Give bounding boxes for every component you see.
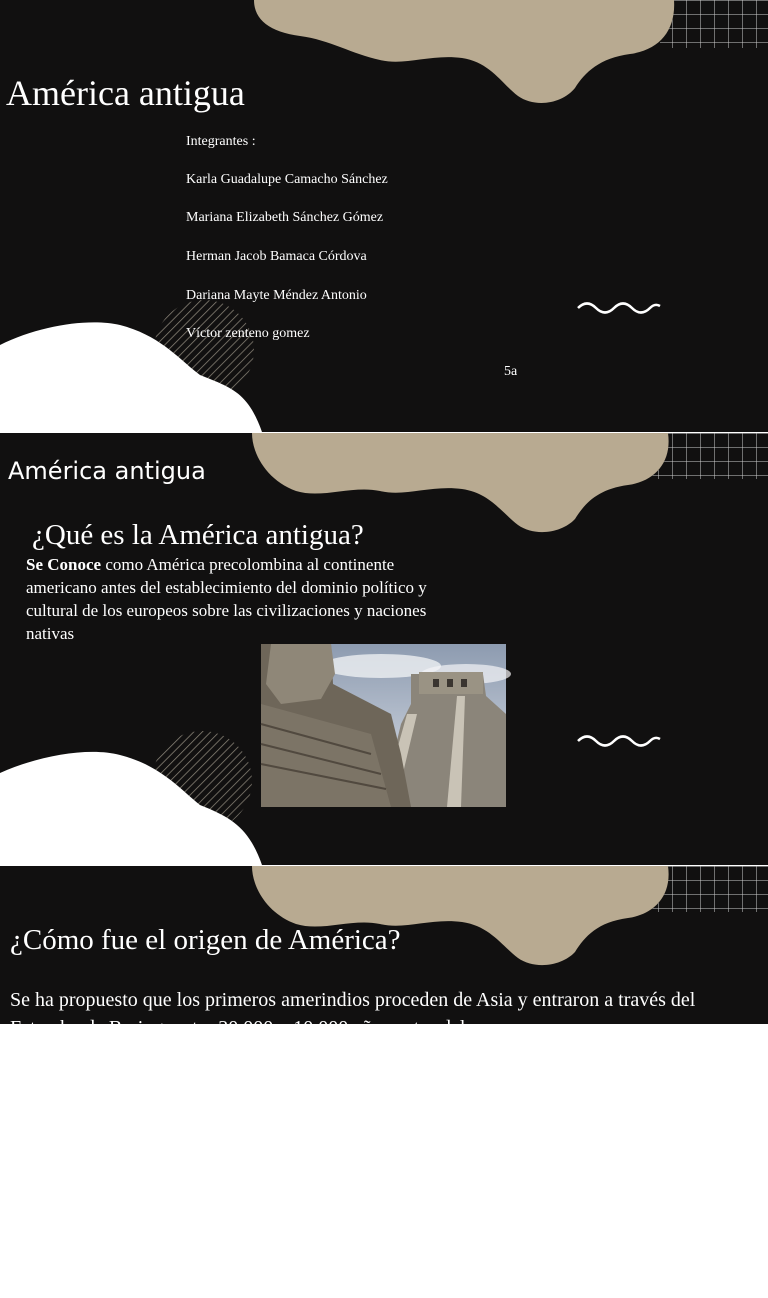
slide-2-body: [26, 553, 456, 645]
pyramid-photo: [261, 644, 506, 807]
slide-1: [0, 0, 768, 432]
body-bold-term: Se Conoce: [26, 555, 102, 574]
body-text: como América precolombina al continente americano antes del establecimiento del dominio político y cultural de los europeos sobre las civilizaciones y naciones nativas: [26, 555, 427, 643]
slide-1-title: América antigua: [6, 73, 245, 113]
member-1: Karla Guadalupe Camacho Sánchez: [186, 172, 388, 187]
slide-3-body: Se ha propuesto que los primeros amerindios proceden de Asia y entraron a través del Estrecho de Bering, entre 30 000 y 10 000 años antes del: [10, 989, 696, 1039]
members-label: Integrantes :: [186, 134, 256, 149]
slide-3: [0, 866, 768, 1039]
grid-pattern: [660, 0, 768, 48]
slide-3-question: ¿Cómo fue el origen de América?: [10, 924, 401, 956]
beige-blob: [254, 0, 674, 103]
member-5: Víctor zenteno gomez: [186, 326, 310, 341]
member-2: Mariana Elizabeth Sánchez Gómez: [186, 210, 384, 225]
squiggle-icon: [578, 737, 660, 746]
member-3: Herman Jacob Bamaca Córdova: [186, 249, 367, 264]
beige-blob: [252, 433, 669, 532]
slide-2-title: América antigua: [8, 457, 206, 485]
slide-2: [0, 433, 768, 865]
slide-2-question: ¿Qué es la América antigua?: [32, 519, 364, 551]
member-4: Dariana Mayte Méndez Antonio: [186, 288, 367, 303]
squiggle-icon: [578, 304, 660, 313]
grade-label: 5a: [504, 364, 518, 379]
slide-1-decoration: [0, 0, 768, 432]
